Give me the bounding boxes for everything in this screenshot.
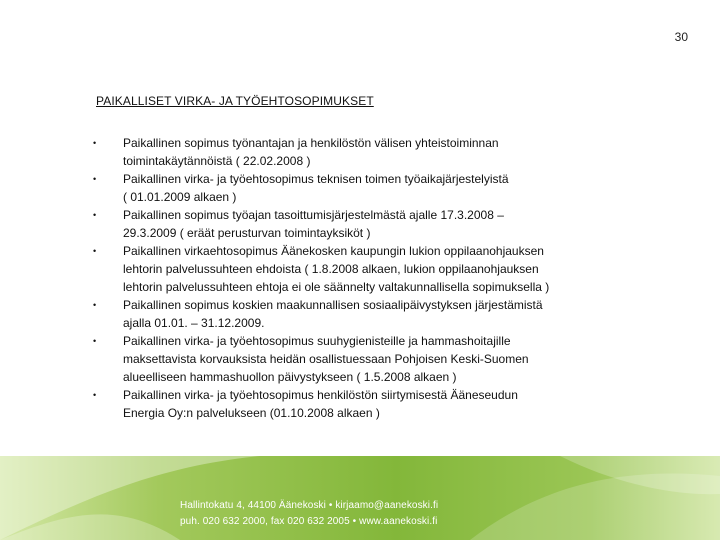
bullet-icon: • — [93, 336, 97, 346]
bullet-icon: • — [93, 174, 97, 184]
footer-banner — [0, 456, 720, 540]
list-item — [92, 386, 652, 422]
list-item — [92, 332, 652, 386]
list-item — [92, 242, 652, 296]
list-item-text: Paikallinen virkaehtosopimus Äänekosken kaupungin lukion oppilaanohjauksen lehtorin palvelussuhteen ehdoista ( 1.8.2008 alkaen, lukion oppilaanohjauksen lehtorin palvelussuhteen ehtoja ei ole säännelty valtakunnallisella sopimuksella ) — [123, 244, 550, 294]
footer-swirl-graphic — [0, 456, 720, 540]
bullet-icon: • — [93, 246, 97, 256]
bullet-list — [92, 134, 652, 422]
bullet-icon: • — [93, 210, 97, 220]
list-item — [92, 206, 652, 242]
list-item — [92, 296, 652, 332]
bullet-icon: • — [93, 138, 97, 148]
list-item-text: Paikallinen virka- ja työehtosopimus teknisen toimen työaikajärjestelyistä ( 01.01.2009 alkaen ) — [123, 172, 509, 204]
list-item — [92, 170, 652, 206]
list-item-text: Paikallinen sopimus koskien maakunnallisen sosiaalipäivystyksen järjestämistä ajalla 01.01. – 31.12.2009. — [123, 298, 543, 330]
list-item-text: Paikallinen sopimus työajan tasoittumisjärjestelmästä ajalle 17.3.2008 – 29.3.2009 ( eräät perusturvan toimintayksiköt ) — [123, 208, 504, 240]
footer-contact: puh. 020 632 2000, fax 020 632 2005 • www.aanekoski.fi — [180, 516, 438, 527]
bullet-icon: • — [93, 300, 97, 310]
page-title: PAIKALLISET VIRKA- JA TYÖEHTOSOPIMUKSET — [96, 94, 374, 108]
list-item-text: Paikallinen sopimus työnantajan ja henkilöstön välisen yhteistoiminnan toimintakäytännöistä ( 22.02.2008 ) — [123, 136, 499, 168]
bullet-icon: • — [93, 390, 97, 400]
list-item-text: Paikallinen virka- ja työehtosopimus suuhygienisteille ja hammashoitajille maksettavista korvauksista heidän osallistuessaan Pohjoisen Keski-Suomen alueelliseen hammashuollon päivystykseen ( 1.5.2008 alkaen ) — [123, 334, 529, 384]
footer-address: Hallintokatu 4, 44100 Äänekoski • kirjaamo@aanekoski.fi — [180, 500, 439, 511]
list-item — [92, 134, 652, 170]
page-number: 30 — [674, 30, 688, 44]
list-item-text: Paikallinen virka- ja työehtosopimus henkilöstön siirtymisestä Ääneseudun Energia Oy:n palvelukseen (01.10.2008 alkaen ) — [123, 388, 518, 420]
